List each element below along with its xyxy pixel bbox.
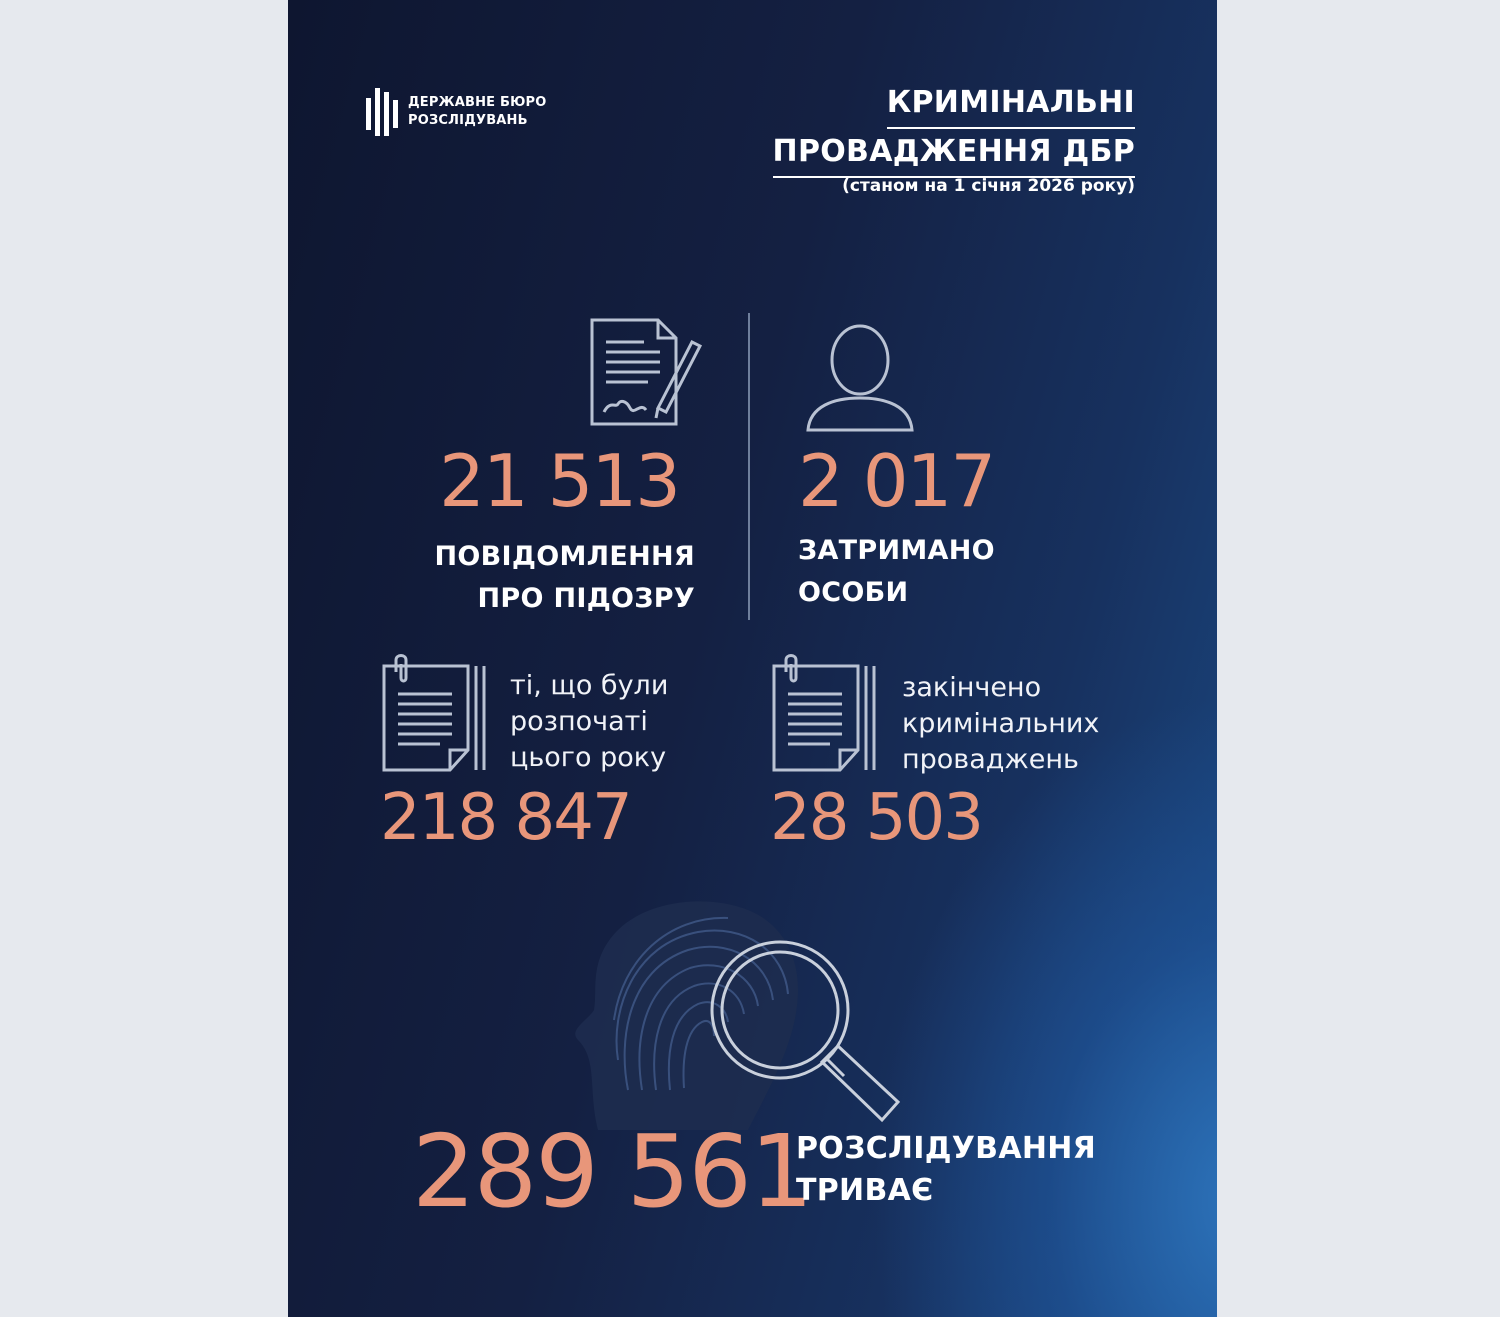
person-icon (804, 322, 916, 434)
fingerprint-head-illustration (558, 890, 938, 1140)
suspicion-value: 21 513 (439, 439, 679, 523)
completed-value: 28 503 (770, 781, 982, 855)
started-label (510, 668, 668, 776)
completed-label-line1: закінчено (902, 672, 1042, 703)
detained-label-line2: ОСОБИ (798, 577, 909, 608)
page-title (773, 80, 1135, 178)
detained-label (798, 530, 995, 614)
document-stack-icon (380, 654, 490, 776)
detained-label-line1: ЗАТРИМАНО (798, 535, 995, 566)
completed-label-line3: проваджень (902, 744, 1079, 775)
page-subtitle: (станом на 1 січня 2026 року) (842, 176, 1135, 196)
completed-label-line2: кримінальних (902, 708, 1100, 739)
detained-value: 2 017 (798, 439, 995, 523)
org-name-line1: ДЕРЖАВНЕ БЮРО (408, 95, 547, 110)
ongoing-value: 289 561 (412, 1113, 812, 1230)
signed-document-icon (588, 316, 704, 428)
completed-label (902, 670, 1099, 778)
title-line2: ПРОВАДЖЕННЯ ДБР (773, 129, 1135, 178)
started-label-line1: ті, що були (510, 670, 669, 701)
infographic-poster (288, 0, 1217, 1317)
stats-divider (748, 313, 750, 620)
suspicion-label-line1: ПОВІДОМЛЕННЯ (434, 541, 695, 572)
org-name (408, 94, 547, 130)
document-stack-icon (770, 654, 880, 776)
dbr-logo-icon (364, 84, 402, 140)
suspicion-label (435, 536, 696, 620)
started-label-line2: розпочаті (510, 706, 648, 737)
started-value: 218 847 (380, 781, 631, 855)
org-name-line2: РОЗСЛІДУВАНЬ (408, 113, 528, 128)
title-line1: КРИМІНАЛЬНІ (887, 80, 1135, 129)
ongoing-label-line2: ТРИВАЄ (796, 1173, 934, 1208)
ongoing-label (796, 1128, 1096, 1212)
suspicion-label-line2: ПРО ПІДОЗРУ (477, 583, 695, 614)
ongoing-label-line1: РОЗСЛІДУВАННЯ (796, 1131, 1097, 1166)
started-label-line3: цього року (510, 742, 667, 773)
